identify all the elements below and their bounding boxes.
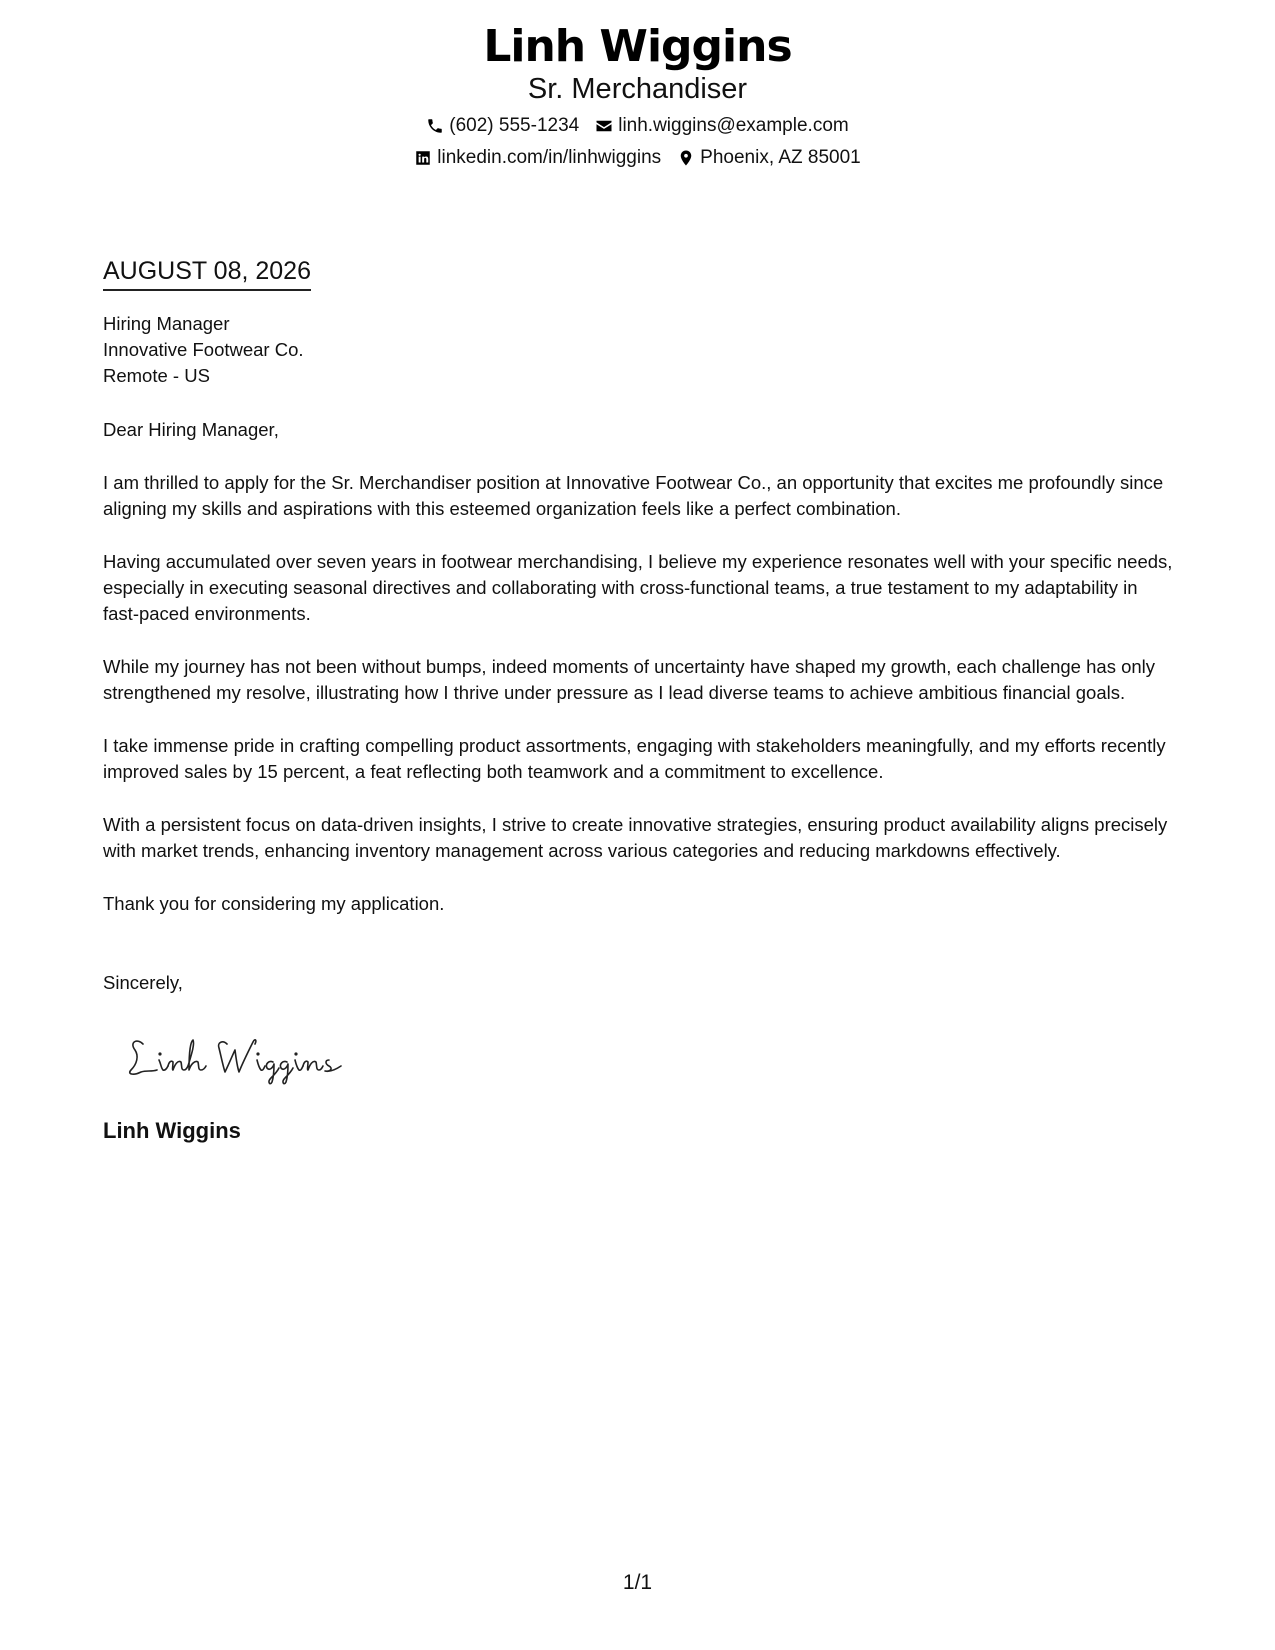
contact-row-1 <box>0 114 1275 138</box>
linkedin-text: linkedin.com/in/linhwiggins <box>437 147 662 168</box>
recipient-block <box>103 311 1178 389</box>
recipient-line: Hiring Manager <box>103 313 230 334</box>
contact-linkedin <box>414 146 661 170</box>
letter-date: AUGUST 08, 2026 <box>103 255 311 291</box>
paragraph: I am thrilled to apply for the Sr. Merchandiser position at Innovative Footwear Co., an opportunity that excites me profoundly since aligning my skills and aspirations with this esteemed organization feels like a perfect combination. <box>103 472 1164 519</box>
recipient-location: Remote - US <box>103 365 210 386</box>
contact-location <box>677 146 861 170</box>
applicant-title: Sr. Merchandiser <box>527 73 748 105</box>
paragraph: Thank you for considering my application. <box>103 893 445 914</box>
letter-header <box>0 20 1275 170</box>
handwritten-signature <box>123 1026 363 1086</box>
recipient-company: Innovative Footwear Co. <box>103 339 304 360</box>
signer-name: Linh Wiggins <box>103 1118 241 1143</box>
linkedin-icon <box>414 149 432 167</box>
letter-body <box>103 255 1178 1145</box>
paragraph: While my journey has not been without bumps, indeed moments of uncertainty have shaped my growth, each challenge has only strengthened my resolve, illustrating how I thrive under pressure as I lead diverse teams to achieve ambitious financial goals. <box>103 656 1156 703</box>
paragraph: I take immense pride in crafting compelling product assortments, engaging with stakeholders meaningfully, and my efforts recently improved sales by 15 percent, a feat reflecting both teamwork and a commitment to excellence. <box>103 735 1166 782</box>
phone-icon <box>426 117 444 135</box>
email-text: linh.wiggins@example.com <box>618 115 849 136</box>
contact-row-2 <box>0 146 1275 170</box>
envelope-icon <box>595 117 613 135</box>
applicant-name: Linh Wiggins <box>483 21 792 72</box>
closing: Sincerely, <box>103 972 183 993</box>
phone-text: (602) 555-1234 <box>449 115 580 136</box>
salutation: Dear Hiring Manager, <box>103 419 279 440</box>
paragraph: With a persistent focus on data-driven insights, I strive to create innovative strategies, ensuring product availability aligns precisely with market trends, enhancing inventory management across various categories and reducing markdowns effectively. <box>103 814 1168 861</box>
location-text: Phoenix, AZ 85001 <box>700 147 861 168</box>
paragraph: Having accumulated over seven years in footwear merchandising, I believe my experience resonates well with your specific needs, especially in executing seasonal directives and collaborating with cross-functional teams, a true testament to my adaptability in fast-paced environments. <box>103 551 1173 624</box>
contact-phone <box>426 114 579 138</box>
contact-email <box>595 114 849 138</box>
page-number: 1/1 <box>622 1571 653 1594</box>
map-pin-icon <box>677 149 695 167</box>
